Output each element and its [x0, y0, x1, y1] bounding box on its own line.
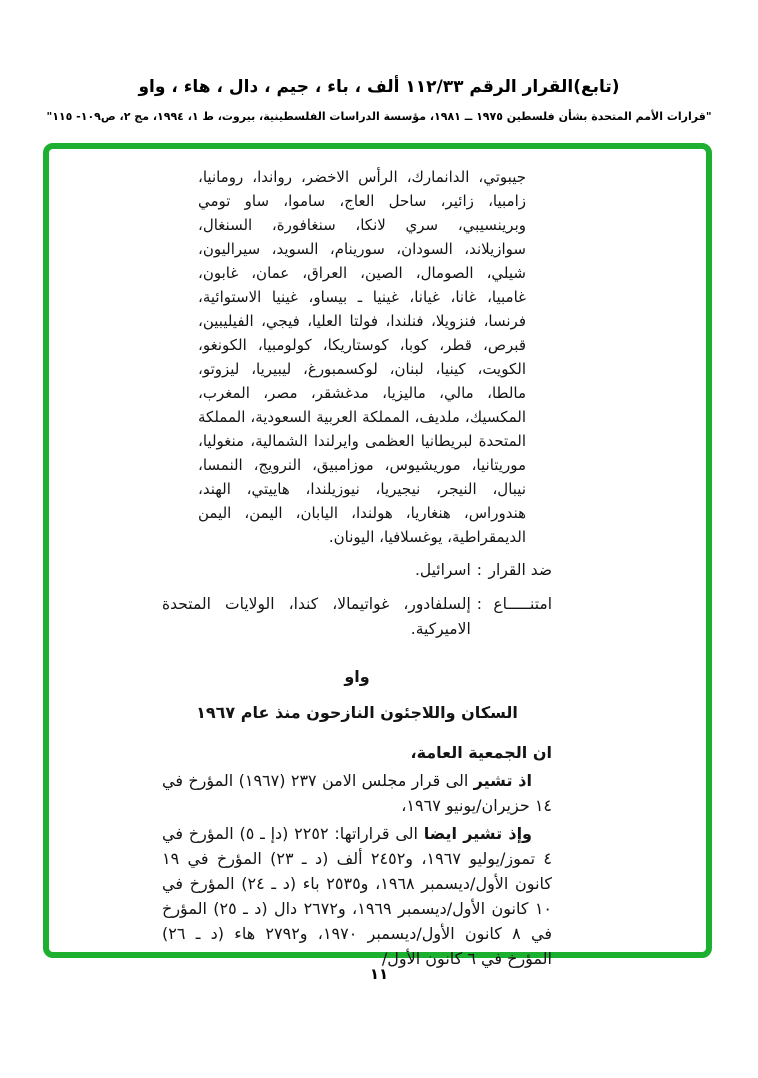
votes-in-favour-continuation: جيبوتي، الدانمارك، الرأس الاخضر، رواندا، رومانيا، زامبيا، زائير، ساحل العاج، ساموا، ساو تومي وبرينسيبي، سري لانكا، سنغافورة، السنغال، سوازيلاند، السودان، سورينام، السويد، سيراليون، شيلي، الصومال، الصين، العراق، عمان، غابون، غامبيا، غانا، غيانا، غينيا ـ بيساو، غينيا الاستوائية، فرنسا، فنزويلا، فنلندا، فولتا العليا، فيجي، الفيليبين، قبرص، قطر، كوبا، كوستاريكا، كولومبيا، الكونغو، الكويت، كينيا، لبنان، لوكسمبورغ، ليبيريا، ليزوتو، مالطا، مالي، ماليزيا، مدغشقر، مصر، المغرب، المكسيك، ملديف، المملكة العربية السعودية، المملكة المتحدة لبريطانيا العظمى وايرلندا الشمالية، منغوليا، موريتانيا، موريشيوس، موزامبيق، النرويج، النمسا، نيبال، النيجر، نيجيريا، نيوزيلندا، هاييتي، الهند، هندوراس، هنغاريا، هولندا، اليابان، اليمن، اليمن الديمقراطية، يوغسلافيا، اليونان.: [198, 168, 526, 546]
document-title: (تابع)القرار الرقم ١١٢/٣٣ ألف ، باء ، جيم ، دال ، هاء ، واو: [138, 77, 620, 97]
paragraph-2-text: الى قراراتها: ٢٢٥٢ (دإ ـ ٥) المؤرخ في ٤ تموز/يوليو ١٩٦٧، و٢٤٥٢ ألف (د ـ ٢٣) المؤرخ في ١٩ كانون الأول/ديسمبر ١٩٦٨، و٢٥٣٥ باء (د ـ ٢٤) المؤرخ في ١٠ كانون الأول/ديسمبر ١٩٦٩، و٢٦٧٢ دال (د ـ ٢٥) المؤرخ في ٨ كانون الأول/ديسمبر ١٩٧٠، و٢٧٩٢ هاء (د ـ ٢٦) المؤرخ في ٦ كانون الأول/: [162, 824, 553, 968]
source-citation: "قرارات الأمم المتحدة بشأن فلسطين ١٩٧٥ ــ ١٩٨١، مؤسسة الدراسات الفلسطينية، بيروت، ط ١، ١٩٩٤، مج ٢، ص١٠٩- ١١٥": [46, 110, 712, 123]
abstain-colon-separator: :: [476, 595, 482, 613]
paragraph-2-lead: وإذ تشير ايضا: [423, 824, 532, 843]
against-label: ضد القرار: [488, 561, 552, 579]
section-letter-heading: واو: [344, 667, 370, 686]
assembly-opening: ان الجمعية العامة،: [410, 743, 552, 762]
resolution-frame: [43, 143, 712, 968]
preamble-paragraph-2: [162, 821, 552, 971]
abstain-row: [162, 592, 552, 642]
preamble-paragraph-1: [162, 768, 552, 818]
page-number: ١١: [369, 965, 389, 983]
section-title: السكان واللاجئون النازحون منذ عام ١٩٦٧: [196, 703, 518, 722]
abstain-label: امتنـــــاع: [493, 595, 552, 613]
abstain-value: إلسلفادور، غواتيمالا، كندا، الولايات المتحدة الاميركية.: [162, 595, 471, 638]
paragraph-1-text: الى قرار مجلس الامن ٢٣٧ (١٩٦٧) المؤرخ في ١٤ حزيران/يونيو ١٩٦٧،: [162, 771, 552, 815]
against-colon-separator: :: [476, 561, 482, 579]
against-row: [162, 558, 552, 583]
paragraph-1-lead: اذ تشير: [473, 771, 532, 790]
against-value: اسرائيل.: [414, 561, 471, 579]
resolution-content: [162, 163, 552, 971]
